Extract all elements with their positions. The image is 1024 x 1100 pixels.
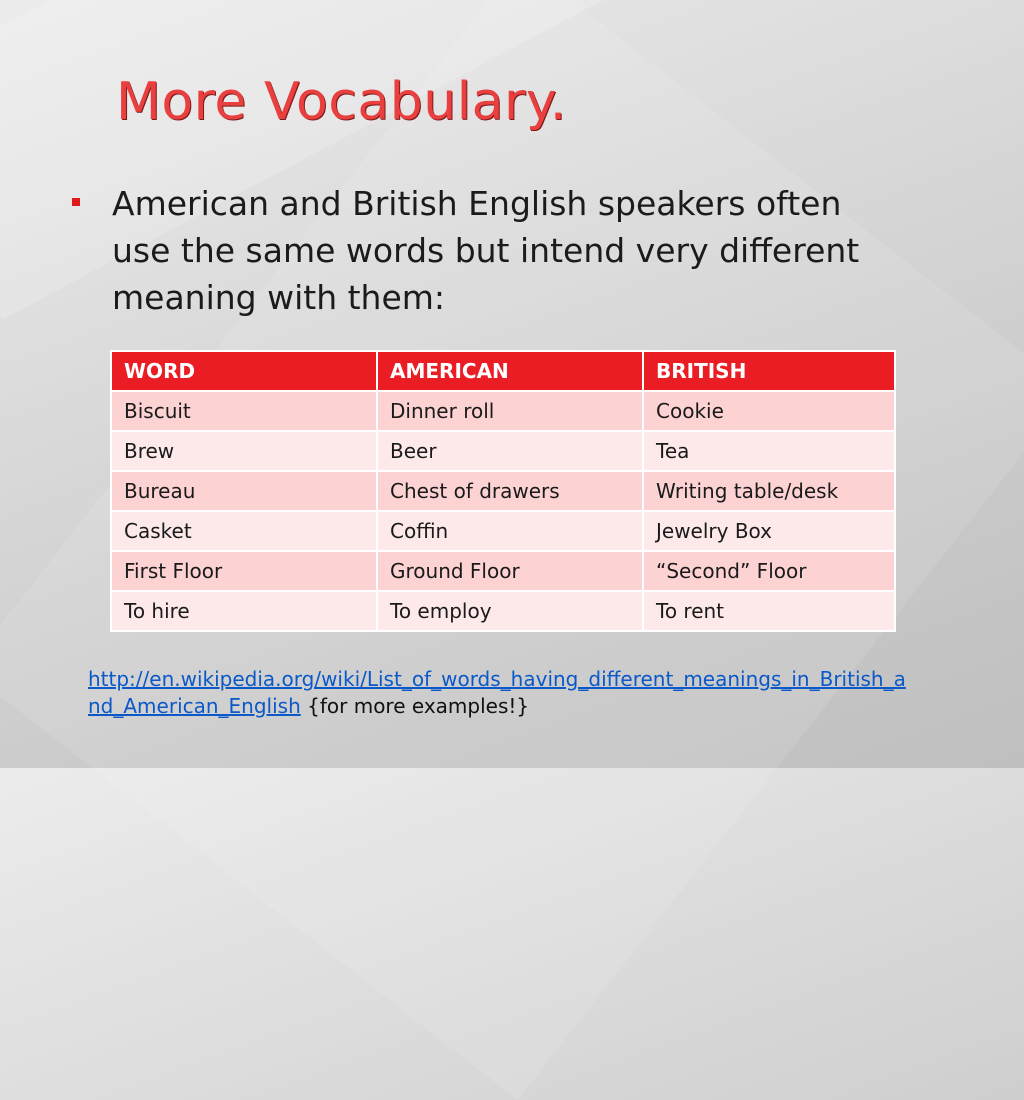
cell-word: Bureau [111, 471, 377, 511]
cell-british: To rent [643, 591, 895, 631]
cell-american: Beer [377, 431, 643, 471]
table-row [111, 431, 895, 471]
table-row [111, 551, 895, 591]
cell-word: To hire [111, 591, 377, 631]
bullet-point [70, 180, 890, 321]
cell-british: Tea [643, 431, 895, 471]
cell-british: Writing table/desk [643, 471, 895, 511]
cell-word: Brew [111, 431, 377, 471]
table-header-row [111, 351, 895, 391]
table-row [111, 391, 895, 431]
footnote-suffix: {for more examples!} [300, 694, 530, 718]
cell-word: Biscuit [111, 391, 377, 431]
square-bullet-icon [72, 198, 80, 206]
cell-word: Casket [111, 511, 377, 551]
cell-british: Cookie [643, 391, 895, 431]
cell-american: Chest of drawers [377, 471, 643, 511]
cell-american: Coffin [377, 511, 643, 551]
table-row [111, 511, 895, 551]
cell-british: Jewelry Box [643, 511, 895, 551]
source-footnote [88, 666, 918, 720]
header-american: AMERICAN [377, 351, 643, 391]
header-word: WORD [111, 351, 377, 391]
header-british: BRITISH [643, 351, 895, 391]
cell-american: Ground Floor [377, 551, 643, 591]
slide-title: More Vocabulary. [116, 72, 567, 132]
cell-british: “Second” Floor [643, 551, 895, 591]
table-row [111, 471, 895, 511]
vocabulary-table [110, 350, 896, 632]
wikipedia-link[interactable]: http://en.wikipedia.org/wiki/List_of_words_having_different_meanings_in_British_and_American_English [88, 667, 906, 718]
cell-word: First Floor [111, 551, 377, 591]
bullet-text: American and British English speakers often use the same words but intend very different meaning with them: [112, 184, 860, 317]
cell-american: Dinner roll [377, 391, 643, 431]
cell-american: To employ [377, 591, 643, 631]
table-row [111, 591, 895, 631]
